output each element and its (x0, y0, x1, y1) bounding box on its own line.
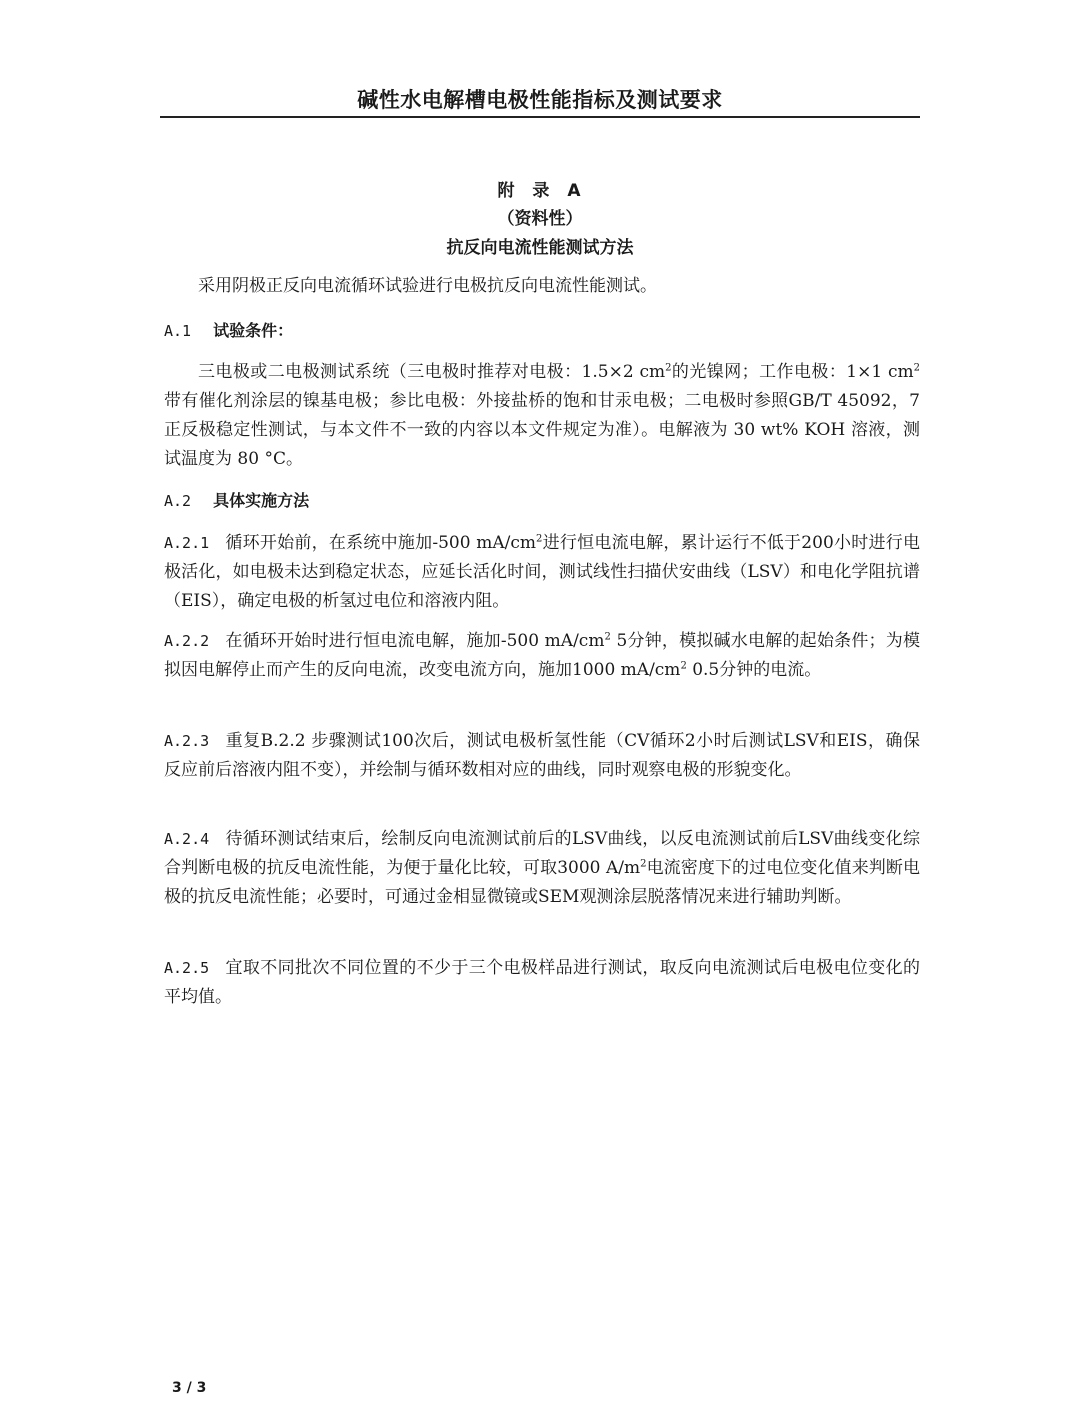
clause-a22 (164, 627, 920, 685)
superscript: 2 (640, 858, 647, 870)
appendix-nature: （资料性） (497, 209, 583, 229)
section-a1-body (164, 358, 920, 474)
text-run: 宜取不同批次不同位置的不少于三个电极样品进行测试，取反向电流测试后电极电位变化的平均值。 (164, 958, 920, 1007)
section-title: 具体实施方法 (213, 491, 310, 510)
text-run: 的光镍网；工作电极：1×1 cm (671, 362, 914, 382)
text-run: 进行恒电流电解，累计运行不低于200小时进行电极活化，如电极未达到稳定状态，应延长活化时间，测试线性扫描伏安曲线（LSV）和电化学阻抗谱（EIS），确定电极的析氢过电位和溶液内阻。 (164, 533, 920, 611)
text-run: 电流密度下的过电位变化值来判断电极的抗反电流性能；必要时，可通过金相显微镜或SEM观测涂层脱落情况来进行辅助判断。 (164, 858, 920, 907)
page-number: 3 / 3 (172, 1380, 207, 1396)
section-title: 试验条件： (213, 321, 294, 340)
superscript: 2 (680, 660, 687, 672)
clause-number: A.2.1 (164, 534, 210, 552)
appendix-title: 附 录 A (497, 181, 583, 201)
intro-paragraph: 采用阴极正反向电流循环试验进行电极抗反向电流性能测试。 (198, 276, 657, 296)
clause-a24 (164, 825, 920, 912)
clause-a23 (164, 727, 920, 785)
text-run: 待循环测试结束后，绘制反向电流测试前后的LSV曲线，以反电流测试前后LSV曲线变化综合判断电极的抗反电流性能，为便于量化比较，可取3000 A/m (164, 829, 920, 878)
superscript: 2 (535, 533, 543, 545)
clause-number: A.2.4 (164, 830, 210, 848)
superscript: 2 (604, 631, 611, 643)
section-number: A.2 (164, 492, 192, 510)
section-a2-heading (164, 486, 920, 516)
text-run: 5分钟，模拟碱水电解的起始条件；为模拟因电解停止而产生的反向电流，改变电流方向，施加1000 mA/cm (164, 631, 920, 680)
superscript: 2 (913, 362, 921, 374)
text-run: 重复B.2.2 步骤测试100次后，测试电极析氢性能（CV循环2小时后测试LSV和EIS，确保反应前后溶液内阻不变），并绘制与循环数相对应的曲线，同时观察电极的形貌变化。 (164, 731, 920, 780)
clause-a21 (164, 529, 920, 616)
text-run: 在循环开始时进行恒电流电解，施加-500 mA/cm (225, 631, 605, 651)
text-run: 循环开始前，在系统中施加-500 mA/cm (225, 533, 536, 553)
clause-number: A.2.3 (164, 732, 210, 750)
text-run: 带有催化剂涂层的镍基电极；参比电极：外接盐桥的饱和甘汞电极；二电极时参照GB/T 45092，7 正反极稳定性测试，与本文件不一致的内容以本文件规定为准）。电解液为 30 wt% KOH 溶液，测试温度为 80 °C。 (164, 391, 920, 469)
text-run: 0.5分钟的电流。 (686, 660, 822, 680)
section-number: A.1 (164, 322, 192, 340)
appendix-heading: 抗反向电流性能测试方法 (446, 238, 634, 258)
document-header-title: 碱性水电解槽电极性能指标及测试要求 (357, 88, 723, 112)
superscript: 2 (665, 362, 672, 374)
clause-number: A.2.5 (164, 959, 210, 977)
section-a1-heading (164, 316, 920, 346)
text-run: 三电极或二电极测试系统（三电极时推荐对电极：1.5×2 cm (198, 362, 666, 382)
clause-a25 (164, 954, 920, 1012)
clause-number: A.2.2 (164, 632, 210, 650)
header-divider (160, 116, 920, 118)
